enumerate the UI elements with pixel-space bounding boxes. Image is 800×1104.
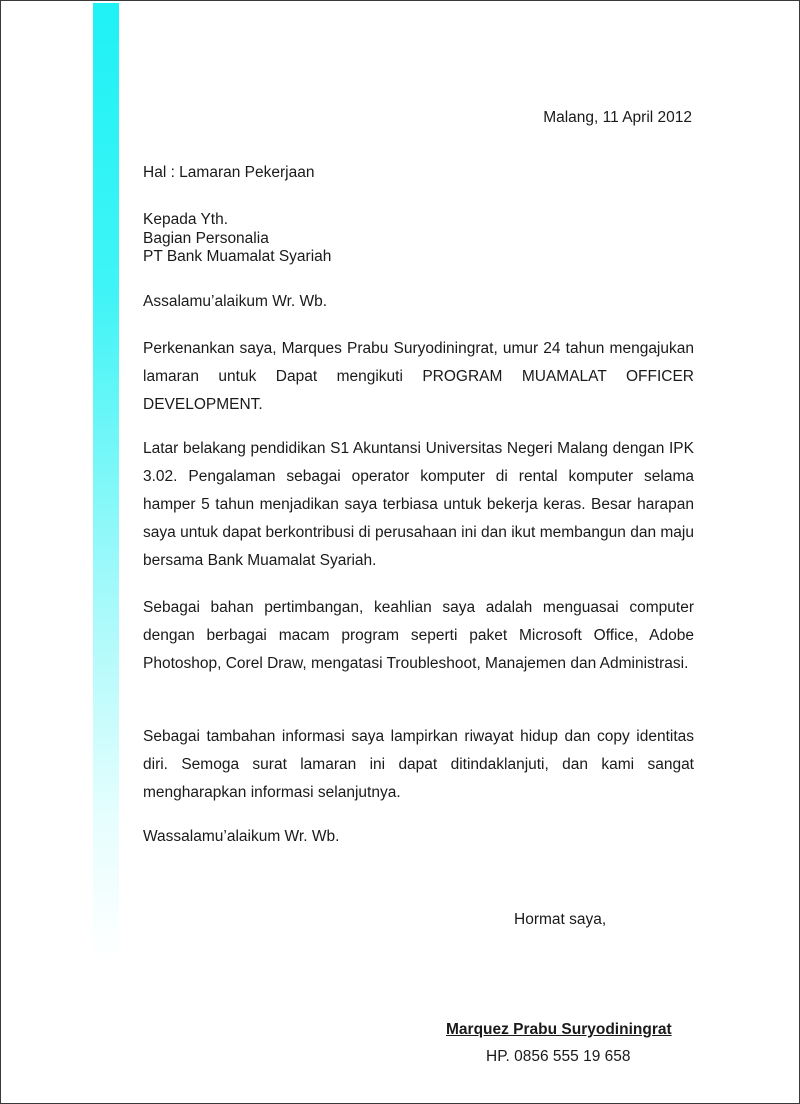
signer-name: Marquez Prabu Suryodiningrat [446,1021,672,1038]
decorative-cyan-stripe [93,3,119,961]
body-paragraph-3: Sebagai bahan pertimbangan, keahlian saya adalah menguasai computer dengan berbagai macam program seperti paket Microsoft Office, Adobe Photoshop, Corel Draw, mengatasi Troubleshoot, Manajemen dan Administrasi. [143,599,694,672]
body-paragraph-1: Perkenankan saya, Marques Prabu Suryodiningrat, umur 24 tahun mengajukan lamaran untuk Dapat mengikuti PROGRAM MUAMALAT OFFICER DEVELOPMENT. [143,340,694,413]
letter-subject: Hal : Lamaran Pekerjaan [143,164,315,181]
body-paragraph-4: Sebagai tambahan informasi saya lampirkan riwayat hidup dan copy identitas diri. Semoga surat lamaran ini dapat ditindaklanjuti, dan kami sangat mengharapkan informasi selanjutnya. [143,728,694,801]
body-paragraph-2: Latar belakang pendidikan S1 Akuntansi Universitas Negeri Malang dengan IPK 3.02. Pengalaman sebagai operator komputer di rental komputer selama hamper 5 tahun menjadikan saya terbiasa untuk bekerja keras. Besar harapan saya untuk dapat berkontribusi di perusahaan ini dan ikut membangun dan maju bersama Bank Muamalat Syariah. [143,440,694,569]
recipient-line-2: Bagian Personalia [143,229,269,247]
letter-date: Malang, 11 April 2012 [543,109,692,126]
recipient-line-1: Kepada Yth. [143,211,229,228]
letter-regards: Hormat saya, [514,911,607,928]
letter-greeting: Assalamu’alaikum Wr. Wb. [143,293,328,310]
letter-closing: Wassalamu’alaikum Wr. Wb. [143,828,340,845]
signer-phone: HP. 0856 555 19 658 [486,1048,631,1065]
recipient-block [143,211,331,267]
recipient-line-3: PT Bank Muamalat Syariah [143,248,332,265]
